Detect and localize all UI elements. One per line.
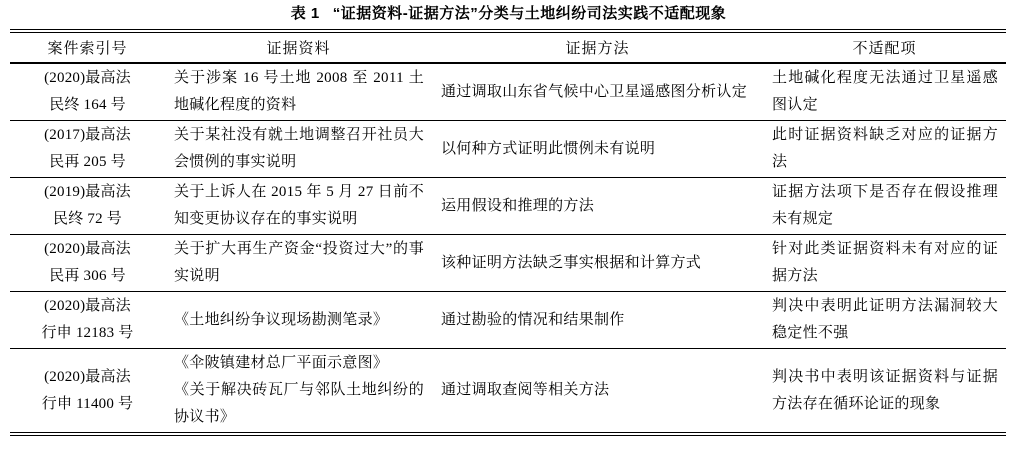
mismatch-cell: 判决中表明此证明方法漏洞较大稳定性不强 [763,292,1006,349]
table-row [10,178,1006,235]
evidence-method-cell: 通过调取山东省气候中心卫星遥感图分析认定 [441,83,748,100]
evidence-mismatch-table [10,29,1006,436]
case-index-cell: (2020)最高法 行申 12183 号 [10,292,165,349]
table-row [10,121,1006,178]
mismatch-cell: 此时证据资料缺乏对应的证据方法 [763,121,1006,178]
col-header-case-index: 案件索引号 [10,31,165,63]
evidence-method-cell: 通过勘验的情况和结果制作 [432,292,763,349]
table-title: “证据资料-证据方法”分类与土地纠纷司法实践不适配现象 [332,5,727,22]
evidence-method-cell: 该种证明方法缺乏事实根据和计算方式 [432,235,763,292]
col-header-evidence-material: 证据资料 [165,31,432,63]
mismatch-cell: 判决书中表明该证据资料与证据方法存在循环论证的现象 [763,349,1006,435]
case-index-cell: (2020)最高法 行申 11400 号 [10,349,165,435]
table-caption [0,0,1017,29]
case-index-cell: (2017)最高法 民再 205 号 [10,121,165,178]
evidence-material-cell: 关于某社没有就土地调整召开社员大会惯例的事实说明 [165,121,432,178]
evidence-material-cell: 《伞陂镇建材总厂平面示意图》 《关于解决砖瓦厂与邻队土地纠纷的协议书》 [165,349,432,435]
evidence-material-cell: 《土地纠纷争议现场勘测笔录》 [165,292,432,349]
evidence-method-cell: 以何种方式证明此惯例未有说明 [432,121,763,178]
col-header-mismatch-item: 不适配项 [763,31,1006,63]
table-row [10,292,1006,349]
evidence-method-cell: 通过调取查阅等相关方法 [432,349,763,435]
table-number: 表 1 [290,5,320,22]
table-row [10,235,1006,292]
evidence-material-cell: 关于涉案 16 号土地 2008 至 2011 土地碱化程度的资料 [174,70,424,113]
table-row [10,349,1006,435]
mismatch-cell: 针对此类证据资料未有对应的证据方法 [763,235,1006,292]
evidence-material-cell: 关于扩大再生产资金“投资过大”的事实说明 [165,235,432,292]
mismatch-cell: 证据方法项下是否存在假设推理未有规定 [763,178,1006,235]
table-header-row [10,31,1006,63]
evidence-method-cell: 运用假设和推理的方法 [432,178,763,235]
evidence-material-cell: 关于上诉人在 2015 年 5 月 27 日前不知变更协议存在的事实说明 [165,178,432,235]
table-row [10,63,1006,121]
mismatch-cell: 土地碱化程度无法通过卫星遥感图认定 [772,70,998,113]
col-header-evidence-method: 证据方法 [432,31,763,63]
case-index-cell: (2020)最高法 民再 306 号 [10,235,165,292]
case-index-cell: (2019)最高法 民终 72 号 [10,178,165,235]
case-index-cell: (2020)最高法 民终 164 号 [44,70,131,113]
